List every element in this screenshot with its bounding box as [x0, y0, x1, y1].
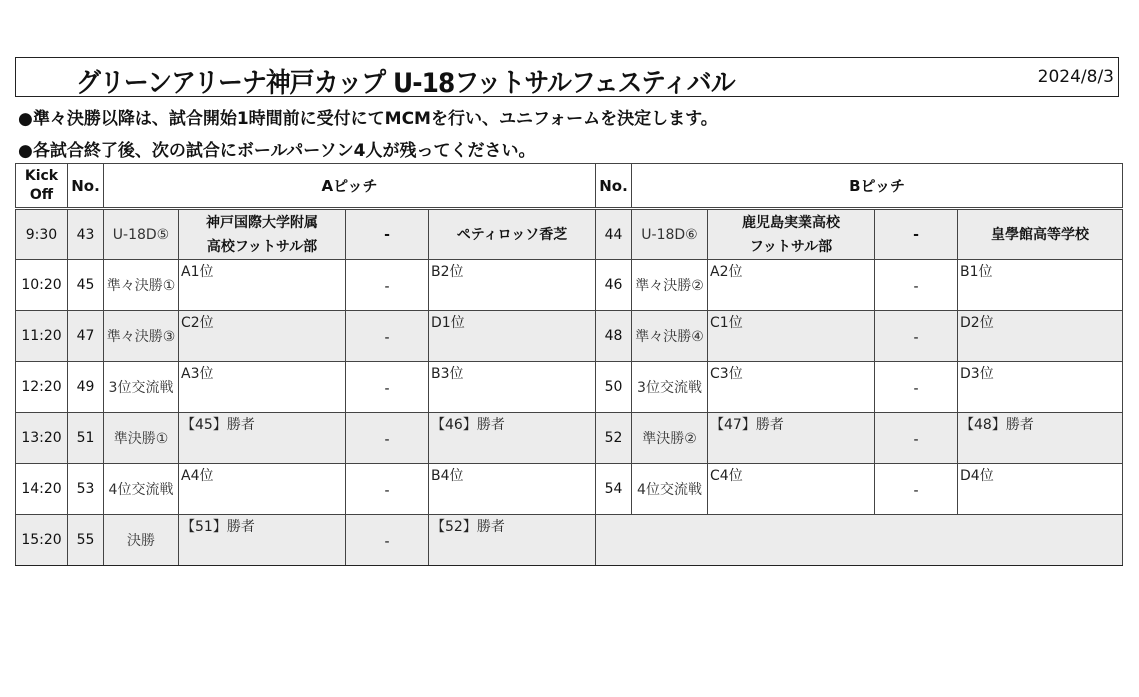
kickoff-time: 9:30 — [16, 209, 68, 260]
home-slot: C4位 — [708, 464, 875, 515]
score-separator: - — [875, 464, 958, 515]
no-header-b: No. — [596, 164, 632, 209]
match-no: 48 — [596, 311, 632, 362]
home-slot: 【47】勝者 — [708, 413, 875, 464]
home-slot: C2位 — [179, 311, 346, 362]
match-label: 準々決勝④ — [632, 311, 708, 362]
match-no: 44 — [596, 209, 632, 260]
match-no: 53 — [68, 464, 104, 515]
away-slot: B2位 — [429, 260, 596, 311]
home-slot: C1位 — [708, 311, 875, 362]
no-header-a: No. — [68, 164, 104, 209]
match-label: 準決勝① — [104, 413, 179, 464]
table-row — [16, 260, 1123, 311]
kickoff-time: 10:20 — [16, 260, 68, 311]
score-separator: - — [875, 260, 958, 311]
match-label: U-18D⑥ — [632, 209, 708, 260]
kickoff-time: 13:20 — [16, 413, 68, 464]
match-label: 4位交流戦 — [632, 464, 708, 515]
score-separator: - — [346, 311, 429, 362]
match-no: 50 — [596, 362, 632, 413]
empty-pitch-b-cell — [596, 515, 1123, 566]
table-row — [16, 413, 1123, 464]
score-separator: - — [875, 311, 958, 362]
score-separator: - — [346, 260, 429, 311]
kickoff-header-line2: Off — [29, 186, 54, 203]
home-team — [179, 209, 346, 260]
match-no: 47 — [68, 311, 104, 362]
match-label: 準々決勝① — [104, 260, 179, 311]
score-separator: - — [346, 413, 429, 464]
kickoff-time: 12:20 — [16, 362, 68, 413]
match-label: 準決勝② — [632, 413, 708, 464]
away-slot: 【48】勝者 — [958, 413, 1123, 464]
match-no: 54 — [596, 464, 632, 515]
match-label: 4位交流戦 — [104, 464, 179, 515]
away-team: 皇學館高等学校 — [958, 209, 1123, 260]
note-ball-person: ●各試合終了後、次の試合にボールパーソン4人が残ってください。 — [18, 141, 536, 161]
home-slot: 【51】勝者 — [179, 515, 346, 566]
away-slot: D2位 — [958, 311, 1123, 362]
match-no: 52 — [596, 413, 632, 464]
match-label: 3位交流戦 — [632, 362, 708, 413]
score-separator: - — [346, 362, 429, 413]
match-no: 43 — [68, 209, 104, 260]
home-team-line2: 高校フットサル部 — [206, 238, 318, 255]
kickoff-header — [16, 164, 68, 209]
away-slot: 【46】勝者 — [429, 413, 596, 464]
score-separator: - — [346, 209, 429, 260]
away-slot: D1位 — [429, 311, 596, 362]
page-title: グリーンアリーナ神戸カップ U-18フットサルフェスティバル — [76, 68, 735, 99]
away-slot: D3位 — [958, 362, 1123, 413]
note-mcm: ●準々決勝以降は、試合開始1時間前に受付にてMCMを行い、ユニフォームを決定します。 — [18, 109, 718, 129]
away-slot: 【52】勝者 — [429, 515, 596, 566]
pitch-b-header: Bピッチ — [632, 164, 1123, 209]
match-label: 決勝 — [104, 515, 179, 566]
score-separator: - — [346, 464, 429, 515]
table-row — [16, 464, 1123, 515]
pitch-a-header: Aピッチ — [104, 164, 596, 209]
event-date: 2024/8/3 — [1037, 67, 1114, 87]
schedule-table — [15, 163, 1123, 566]
score-separator: - — [875, 413, 958, 464]
match-no: 55 — [68, 515, 104, 566]
away-slot: B1位 — [958, 260, 1123, 311]
match-label: 準々決勝③ — [104, 311, 179, 362]
home-team-line1: 神戸国際大学附属 — [206, 214, 318, 231]
home-team — [708, 209, 875, 260]
match-no: 46 — [596, 260, 632, 311]
match-no: 45 — [68, 260, 104, 311]
match-label: 3位交流戦 — [104, 362, 179, 413]
score-separator: - — [875, 209, 958, 260]
away-team: ペティロッソ香芝 — [429, 209, 596, 260]
home-slot: A2位 — [708, 260, 875, 311]
home-team-line2: フットサル部 — [749, 238, 833, 255]
match-no: 49 — [68, 362, 104, 413]
away-slot: B3位 — [429, 362, 596, 413]
home-slot: A4位 — [179, 464, 346, 515]
match-no: 51 — [68, 413, 104, 464]
home-slot: C3位 — [708, 362, 875, 413]
match-label: 準々決勝② — [632, 260, 708, 311]
match-label: U-18D⑤ — [104, 209, 179, 260]
title-box — [15, 57, 1119, 97]
home-slot: 【45】勝者 — [179, 413, 346, 464]
table-header-row — [16, 164, 1123, 209]
away-slot: B4位 — [429, 464, 596, 515]
kickoff-time: 15:20 — [16, 515, 68, 566]
away-slot: D4位 — [958, 464, 1123, 515]
kickoff-header-line1: Kick — [24, 167, 59, 184]
table-row — [16, 515, 1123, 566]
kickoff-time: 14:20 — [16, 464, 68, 515]
kickoff-time: 11:20 — [16, 311, 68, 362]
score-separator: - — [346, 515, 429, 566]
score-separator: - — [875, 362, 958, 413]
table-row — [16, 362, 1123, 413]
home-team-line1: 鹿児島実業高校 — [742, 214, 841, 231]
table-row — [16, 209, 1123, 260]
table-row — [16, 311, 1123, 362]
home-slot: A3位 — [179, 362, 346, 413]
home-slot: A1位 — [179, 260, 346, 311]
